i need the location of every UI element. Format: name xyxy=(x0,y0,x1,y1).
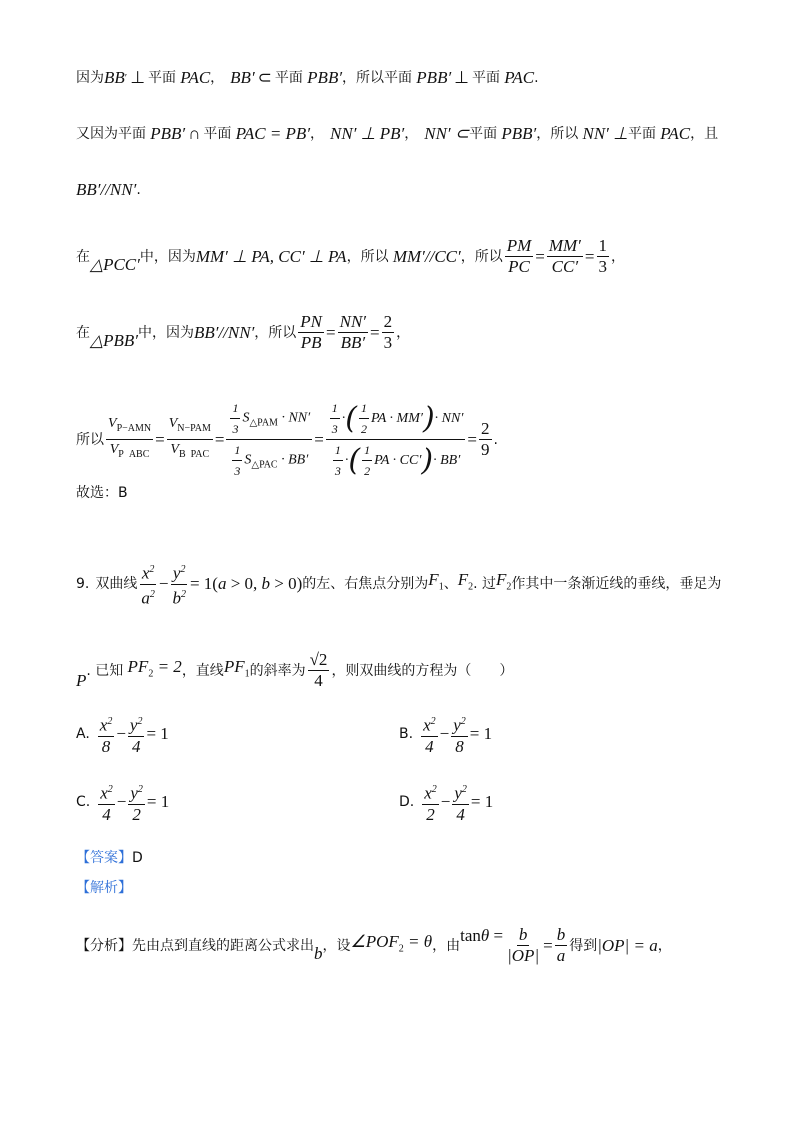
text: . 已知 xyxy=(86,662,124,679)
text: ， xyxy=(396,324,411,341)
text: ，所以 xyxy=(536,126,579,142)
text: 平面 xyxy=(274,70,303,86)
question-9-stem: 9. 双曲线 $\frac{x^2}{a^2}$ − $\frac{y^2}{b^2}$ = 1(a > 0, b > 0) 的左、右焦点分别为 $F_1$ 、 $F_2$ . 过 $F_2$ 作其中一条渐近线的垂线，垂足为 xyxy=(76,560,721,608)
fraction: $\frac{√2}{4}$ xyxy=(309,650,328,690)
text: ，所以 xyxy=(460,248,503,265)
math: $PF_2 = 2$ xyxy=(123,656,182,680)
math: tanθ = xyxy=(460,925,504,945)
text: 平面 xyxy=(148,70,176,86)
previous-answer xyxy=(76,483,128,503)
option-label: A. xyxy=(76,726,90,743)
text: ，所以 xyxy=(346,248,389,265)
math: △PBB′ xyxy=(90,330,138,350)
text: 平面 xyxy=(203,126,232,142)
option-b[interactable]: B. $\frac{x^2}{4}$ − $\frac{y^2}{8}$ = 1 xyxy=(399,712,492,757)
math: PBB′ xyxy=(302,68,343,87)
text: ， xyxy=(210,70,225,86)
math: NN′ ⊥ xyxy=(578,124,628,143)
option-d[interactable]: D. $\frac{x^2}{2}$ − $\frac{y^2}{4}$ = 1 xyxy=(399,780,493,825)
text: . xyxy=(136,182,141,198)
math: NN′ ⊂ xyxy=(424,124,470,143)
text: 、 xyxy=(443,576,458,593)
math: P xyxy=(76,670,87,690)
line-triangle-pcc: 在 △PCC′ 中，因为 MM′ ⊥ PA, CC′ ⊥ PA ，所以 MM′//CC′ ，所以 $\frac{PM}{PC}$ = $\frac{MM'}{CC'}$ = $\frac{1}{3}$ ， xyxy=(76,236,625,276)
math: ⊥ xyxy=(454,68,469,87)
text: . xyxy=(493,431,498,448)
math: $PF_1$ xyxy=(223,656,250,680)
fraction: $\frac{1}{3}$ xyxy=(598,236,607,276)
analysis-heading xyxy=(76,878,132,898)
text: 在 xyxy=(76,248,90,265)
text: 平面 xyxy=(469,126,498,142)
option-label: D. xyxy=(399,794,415,811)
option-c[interactable]: C. $\frac{x^2}{4}$ − $\frac{y^2}{2}$ = 1 xyxy=(76,780,169,825)
line-plane-perpendicular: 因为 BB ′ ⊥ 平面 PAC ， BB′ ⊂ 平面 PBB′ ，所以平面 PBB′ ⊥ 平面 PAC . xyxy=(76,68,539,87)
line-intersection xyxy=(76,124,718,144)
text: ，设 xyxy=(322,937,351,954)
math: PBB′ xyxy=(146,124,186,143)
math: $F_1$ xyxy=(428,570,444,593)
text: 先由点到直线的距离公式求出 xyxy=(132,937,314,954)
math: PAC xyxy=(499,68,535,87)
math: ⊂ xyxy=(257,68,272,87)
math: BB′//NN′ xyxy=(193,322,255,342)
math: $F_2$ xyxy=(457,570,474,593)
math: ∩ xyxy=(188,124,201,143)
question-number: 9. xyxy=(76,576,90,593)
line-triangle-pbb: 在 △PBB′ 中，因为 BB′//NN′ ，所以 $\frac{PN}{PB}$ = $\frac{NN'}{BB'}$ = $\frac{2}{3}$ ， xyxy=(76,312,411,352)
text: 平面 xyxy=(471,70,500,86)
text: 所以 xyxy=(76,431,104,448)
text: 因为 xyxy=(76,70,104,86)
math: ⊥ xyxy=(130,68,145,87)
fraction: $\frac{NN'}{BB'}$ xyxy=(339,312,367,352)
text: 中，因为 xyxy=(139,248,196,265)
math: PBB′ xyxy=(412,68,452,87)
math: PAC xyxy=(176,68,211,87)
text: 平面 xyxy=(627,126,656,142)
math: PBB′ xyxy=(497,124,537,143)
text: 得到 xyxy=(569,937,598,954)
text: ， xyxy=(657,937,672,954)
fraction: $\frac{PM}{PC}$ xyxy=(506,236,532,276)
answer-value: D xyxy=(132,850,143,866)
fraction: $\frac{b}{|OP|}$ xyxy=(507,925,540,965)
math: △PCC′ xyxy=(90,254,140,274)
text: 的左、右焦点分别为 xyxy=(302,576,429,593)
math: BB xyxy=(104,68,125,87)
fraction: $\frac{2}{3}$ xyxy=(383,312,393,352)
fraction: $\frac{V_{P-AMN}}{V_{P ABC}}$ xyxy=(108,416,152,460)
text: . xyxy=(534,70,539,86)
math: PAC = PB′ xyxy=(231,124,311,143)
math: BB′ xyxy=(230,68,255,87)
option-a[interactable]: A. $\frac{x^2}{8}$ − $\frac{y^2}{4}$ = 1 xyxy=(76,712,169,757)
text: . 过 xyxy=(473,576,496,593)
fraction: $\frac{V_{N-PAM}}{V_{B PAC}}$ xyxy=(168,416,211,460)
fraction: $\frac{1}{3}$ · ( $\frac{1}{2}$ PA · MM′ ) · NN′ $\frac{1}{3}$ · ( $\frac{1}{2}$ PA · CC′ ) · BB′ xyxy=(326,398,466,481)
text: 的斜率为 xyxy=(249,662,306,679)
math: $F_2$ xyxy=(495,570,512,593)
text: ，则双曲线的方程为（ ） xyxy=(331,662,514,679)
option-label: C. xyxy=(76,794,91,811)
text: ， xyxy=(404,126,419,142)
math: |OP| = a xyxy=(597,935,658,955)
text: 在 xyxy=(76,324,90,341)
analysis-line: 【分析】 先由点到直线的距离公式求出 b ，设 $\angle POF_2 = \theta$ ，由 tanθ = $\frac{b}{|OP|}$ = $\frac{b}{a}$ 得到 |OP| = a ， xyxy=(76,925,672,965)
fraction: $\frac{PN}{PB}$ xyxy=(300,312,323,352)
line-volume-ratio: 所以 $\frac{V_{P-AMN}}{V_{P ABC}}$ = $\frac{V_{N-PAM}}{V_{B PAC}}$ = $\frac{1}{3}$ $S_{\triangle PAM} \cdot NN'$ $\frac{1}{3}$ $S_{\triangle PAC} \cdot BB'$ = $\frac{1}{3}$ · ( $\frac{1}{2}$ PA · MM′ ) · NN′ $\frac{1}{3}$ · ( $\frac{1}{2}$ PA · CC′ ) · BB′ = $\frac{2}{9}$ . xyxy=(76,398,498,481)
fraction: $\frac{b}{a}$ xyxy=(556,925,566,965)
math: $\angle POF_2 = \theta$ xyxy=(350,931,433,955)
text: ，直线 xyxy=(181,662,224,679)
text: 中，因为 xyxy=(137,324,194,341)
text: 作其中一条渐近线的垂线，垂足为 xyxy=(511,576,722,593)
fraction: $\frac{2}{9}$ xyxy=(481,419,490,459)
text: ，且 xyxy=(690,126,719,142)
math: b xyxy=(314,943,323,963)
text: ，所以平面 xyxy=(342,70,413,86)
math: BB′//NN′ xyxy=(76,180,137,199)
text: ， xyxy=(611,248,625,265)
fraction: $\frac{x^2}{a^2}$ xyxy=(139,560,157,608)
math: PAC xyxy=(655,124,691,143)
question-9-condition xyxy=(76,650,513,691)
text: ，由 xyxy=(432,937,461,954)
fraction: $\frac{y^2}{b^2}$ xyxy=(170,560,188,608)
answer-label: 【答案】 xyxy=(76,850,132,866)
text: ，所以 xyxy=(254,324,297,341)
fraction: $\frac{1}{3}$ $S_{\triangle PAM} \cdot NN'$ $\frac{1}{3}$ $S_{\triangle PAC} \cdot BB'$ xyxy=(226,398,312,481)
text: 故选：B xyxy=(76,485,128,501)
answer-line xyxy=(76,848,143,868)
analysis-tag: 【分析】 xyxy=(76,937,132,954)
math: MM′ ⊥ PA, CC′ ⊥ PA xyxy=(195,246,347,266)
text: 又因为平面 xyxy=(76,126,146,142)
line-parallel xyxy=(76,180,141,200)
math: NN′ ⊥ PB′ xyxy=(330,124,405,143)
text: ， xyxy=(310,126,325,142)
math: MM′//CC′ xyxy=(388,246,461,266)
analysis-label: 【解析】 xyxy=(76,880,132,896)
text: 双曲线 xyxy=(95,576,138,593)
fraction: $\frac{MM'}{CC'}$ xyxy=(548,236,581,276)
option-label: B. xyxy=(399,726,414,743)
